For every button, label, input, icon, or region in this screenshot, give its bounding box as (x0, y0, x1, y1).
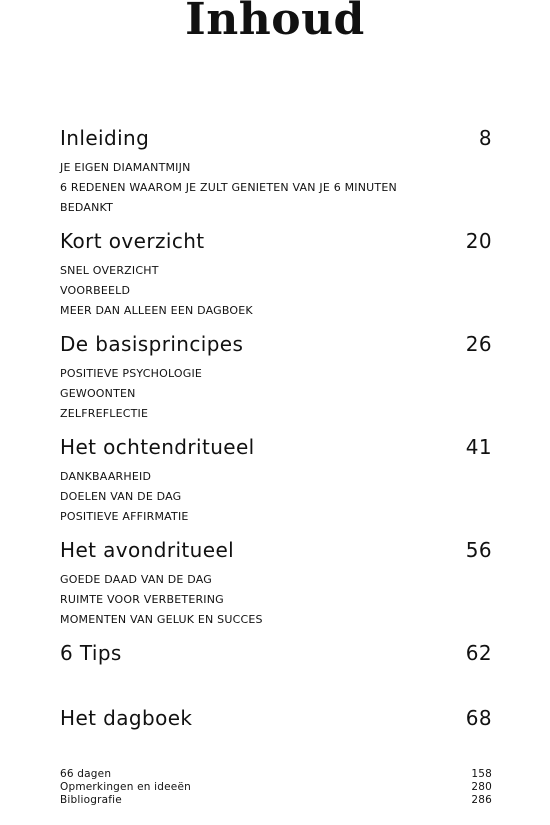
appendix-page-number: 158 (471, 768, 492, 780)
section-title: Het dagboek (60, 706, 193, 730)
toc-section-header (60, 332, 492, 362)
subsection-list (60, 570, 492, 630)
subsection-list (60, 261, 492, 321)
section-title: De basisprincipes (60, 332, 244, 356)
subsection-item: VOORBEELD (60, 284, 131, 297)
subsection-item: ZELFREFLECTIE (60, 407, 149, 420)
toc-section-header (60, 435, 492, 465)
appendix-item[interactable] (60, 794, 492, 807)
subsection-item: GOEDE DAAD VAN DE DAG (60, 573, 212, 586)
subsection-list (60, 364, 492, 424)
toc-section-header (60, 229, 492, 259)
section-title: Kort overzicht (60, 229, 205, 253)
subsection-item: POSITIEVE PSYCHOLOGIE (60, 367, 203, 380)
subsection-item: 6 REDENEN WAAROM JE ZULT GENIETEN VAN JE 6 MINUTEN (60, 181, 397, 194)
toc-section-header (60, 641, 492, 671)
toc-section-ochtendritueel[interactable] (60, 435, 492, 527)
subsection-item: JE EIGEN DIAMANTMIJN (60, 161, 191, 174)
section-page-number: 41 (465, 435, 492, 459)
appendix-label: Bibliografie (60, 794, 122, 806)
section-title: Het avondritueel (60, 538, 235, 562)
section-title: 6 Tips (60, 641, 122, 665)
subsection-item: DOELEN VAN DE DAG (60, 490, 182, 503)
appendix-item[interactable] (60, 768, 492, 781)
appendix-list (60, 768, 492, 807)
subsection-item: POSITIEVE AFFIRMATIE (60, 510, 189, 523)
subsection-list (60, 467, 492, 527)
appendix-item[interactable] (60, 781, 492, 794)
subsection-item: DANKBAARHEID (60, 470, 152, 483)
toc-section-dagboek[interactable] (60, 706, 492, 736)
subsection-item: GEWOONTEN (60, 387, 136, 400)
section-title: Het ochtendritueel (60, 435, 255, 459)
section-page-number: 20 (465, 229, 492, 253)
subsection-item: SNEL OVERZICHT (60, 264, 159, 277)
toc-section-header (60, 706, 492, 736)
section-title: Inleiding (60, 126, 150, 150)
appendix-page-number: 280 (471, 781, 492, 793)
page-title: Inhoud (185, 0, 365, 45)
toc-section-tips[interactable] (60, 641, 492, 671)
section-page-number: 62 (465, 641, 492, 665)
appendix-label: Opmerkingen en ideeën (60, 781, 191, 793)
subsection-item: BEDANKT (60, 201, 114, 214)
section-page-number: 8 (478, 126, 492, 150)
section-page-number: 56 (465, 538, 492, 562)
toc-section-inleiding[interactable] (60, 126, 492, 218)
toc-section-header (60, 126, 492, 156)
toc-section-kort-overzicht[interactable] (60, 229, 492, 321)
section-page-number: 68 (465, 706, 492, 730)
subsection-item: MEER DAN ALLEEN EEN DAGBOEK (60, 304, 253, 317)
toc-section-header (60, 538, 492, 568)
toc-section-basisprincipes[interactable] (60, 332, 492, 424)
appendix-page-number: 286 (471, 794, 492, 806)
subsection-item: MOMENTEN VAN GELUK EN SUCCES (60, 613, 263, 626)
appendix-label: 66 dagen (60, 768, 112, 780)
toc-section-avondritueel[interactable] (60, 538, 492, 630)
subsection-list (60, 158, 492, 218)
subsection-item: RUIMTE VOOR VERBETERING (60, 593, 224, 606)
section-page-number: 26 (465, 332, 492, 356)
